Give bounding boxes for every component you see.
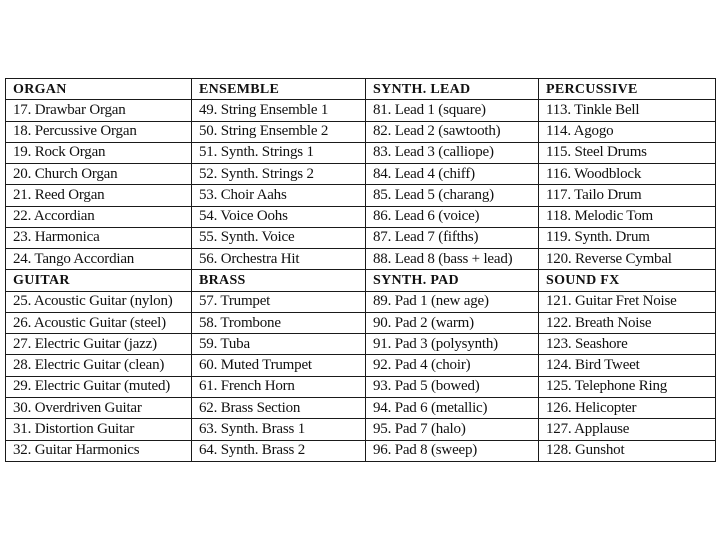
instrument-cell: 119. Synth. Drum xyxy=(539,227,716,248)
instrument-cell: 27. Electric Guitar (jazz) xyxy=(6,334,192,355)
instrument-cell: 29. Electric Guitar (muted) xyxy=(6,376,192,397)
table-row xyxy=(6,206,716,227)
table-row xyxy=(6,291,716,312)
table-row xyxy=(6,397,716,418)
instrument-cell: 95. Pad 7 (halo) xyxy=(366,419,539,440)
instrument-cell: 118. Melodic Tom xyxy=(539,206,716,227)
instrument-cell: 52. Synth. Strings 2 xyxy=(192,164,366,185)
instrument-cell: 25. Acoustic Guitar (nylon) xyxy=(6,291,192,312)
instrument-cell: 117. Tailo Drum xyxy=(539,185,716,206)
instrument-cell: 31. Distortion Guitar xyxy=(6,419,192,440)
table-row xyxy=(6,185,716,206)
instrument-cell: 59. Tuba xyxy=(192,334,366,355)
instrument-cell: 115. Steel Drums xyxy=(539,142,716,163)
table-row xyxy=(6,355,716,376)
instrument-cell: 92. Pad 4 (choir) xyxy=(366,355,539,376)
instrument-cell: 28. Electric Guitar (clean) xyxy=(6,355,192,376)
instrument-cell: 81. Lead 1 (square) xyxy=(366,100,539,121)
table-row xyxy=(6,376,716,397)
instrument-cell: 64. Synth. Brass 2 xyxy=(192,440,366,461)
instrument-cell: 120. Reverse Cymbal xyxy=(539,249,716,270)
instrument-cell: 62. Brass Section xyxy=(192,397,366,418)
instrument-cell: 126. Helicopter xyxy=(539,397,716,418)
table-row xyxy=(6,100,716,121)
instrument-cell: 84. Lead 4 (chiff) xyxy=(366,164,539,185)
table-row xyxy=(6,164,716,185)
instrument-cell: 93. Pad 5 (bowed) xyxy=(366,376,539,397)
category-header: BRASS xyxy=(192,270,366,291)
instrument-cell: 94. Pad 6 (metallic) xyxy=(366,397,539,418)
instrument-cell: 121. Guitar Fret Noise xyxy=(539,291,716,312)
instrument-cell: 83. Lead 3 (calliope) xyxy=(366,142,539,163)
instrument-cell: 96. Pad 8 (sweep) xyxy=(366,440,539,461)
instrument-cell: 122. Breath Noise xyxy=(539,312,716,333)
instrument-cell: 53. Choir Aahs xyxy=(192,185,366,206)
instrument-cell: 63. Synth. Brass 1 xyxy=(192,419,366,440)
instrument-cell: 88. Lead 8 (bass + lead) xyxy=(366,249,539,270)
category-header: SOUND FX xyxy=(539,270,716,291)
instrument-cell: 24. Tango Accordian xyxy=(6,249,192,270)
instrument-cell: 82. Lead 2 (sawtooth) xyxy=(366,121,539,142)
table-row xyxy=(6,249,716,270)
instrument-cell: 56. Orchestra Hit xyxy=(192,249,366,270)
instrument-cell: 87. Lead 7 (fifths) xyxy=(366,227,539,248)
instrument-cell: 116. Woodblock xyxy=(539,164,716,185)
table-row xyxy=(6,334,716,355)
instrument-cell: 86. Lead 6 (voice) xyxy=(366,206,539,227)
instrument-cell: 123. Seashore xyxy=(539,334,716,355)
instrument-cell: 49. String Ensemble 1 xyxy=(192,100,366,121)
instrument-cell: 26. Acoustic Guitar (steel) xyxy=(6,312,192,333)
category-header: ENSEMBLE xyxy=(192,79,366,100)
table-row xyxy=(6,440,716,461)
table-row xyxy=(6,121,716,142)
instrument-cell: 57. Trumpet xyxy=(192,291,366,312)
instrument-cell: 91. Pad 3 (polysynth) xyxy=(366,334,539,355)
category-header-row xyxy=(6,79,716,100)
category-header: GUITAR xyxy=(6,270,192,291)
instrument-cell: 113. Tinkle Bell xyxy=(539,100,716,121)
instrument-cell: 90. Pad 2 (warm) xyxy=(366,312,539,333)
table-row xyxy=(6,142,716,163)
instrument-table xyxy=(5,78,716,462)
table-row xyxy=(6,419,716,440)
instrument-cell: 20. Church Organ xyxy=(6,164,192,185)
instrument-cell: 54. Voice Oohs xyxy=(192,206,366,227)
instrument-cell: 127. Applause xyxy=(539,419,716,440)
instrument-cell: 124. Bird Tweet xyxy=(539,355,716,376)
instrument-cell: 60. Muted Trumpet xyxy=(192,355,366,376)
category-header: PERCUSSIVE xyxy=(539,79,716,100)
category-header: ORGAN xyxy=(6,79,192,100)
instrument-cell: 21. Reed Organ xyxy=(6,185,192,206)
instrument-cell: 125. Telephone Ring xyxy=(539,376,716,397)
instrument-cell: 18. Percussive Organ xyxy=(6,121,192,142)
instrument-cell: 22. Accordian xyxy=(6,206,192,227)
instrument-cell: 89. Pad 1 (new age) xyxy=(366,291,539,312)
instrument-cell: 23. Harmonica xyxy=(6,227,192,248)
instrument-cell: 58. Trombone xyxy=(192,312,366,333)
instrument-cell: 17. Drawbar Organ xyxy=(6,100,192,121)
instrument-cell: 32. Guitar Harmonics xyxy=(6,440,192,461)
instrument-cell: 19. Rock Organ xyxy=(6,142,192,163)
category-header-row xyxy=(6,270,716,291)
instrument-cell: 51. Synth. Strings 1 xyxy=(192,142,366,163)
instrument-cell: 85. Lead 5 (charang) xyxy=(366,185,539,206)
table-row xyxy=(6,312,716,333)
category-header: SYNTH. PAD xyxy=(366,270,539,291)
instrument-table-body xyxy=(6,79,716,462)
category-header: SYNTH. LEAD xyxy=(366,79,539,100)
instrument-cell: 30. Overdriven Guitar xyxy=(6,397,192,418)
instrument-cell: 55. Synth. Voice xyxy=(192,227,366,248)
instrument-cell: 128. Gunshot xyxy=(539,440,716,461)
instrument-cell: 114. Agogo xyxy=(539,121,716,142)
table-row xyxy=(6,227,716,248)
instrument-cell: 50. String Ensemble 2 xyxy=(192,121,366,142)
instrument-cell: 61. French Horn xyxy=(192,376,366,397)
